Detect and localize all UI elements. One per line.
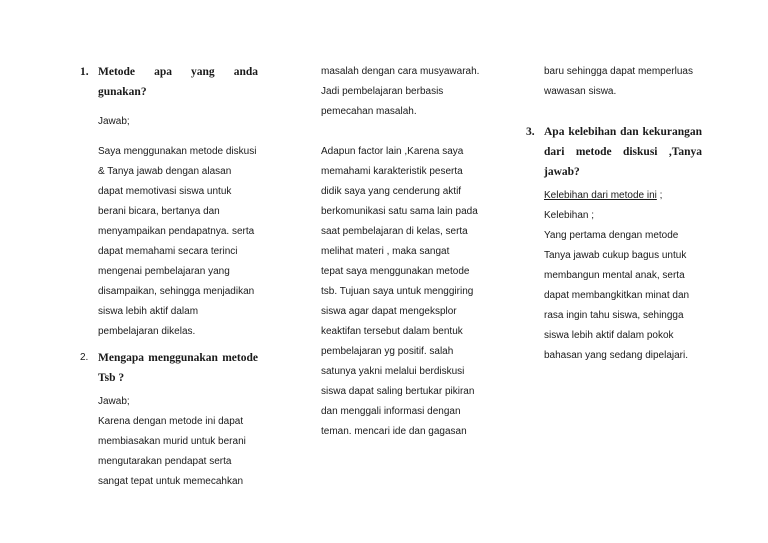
text-line: & Tanya jawab dengan alasan [98,166,232,177]
answer-2-paragraph [80,412,258,492]
text-line: Jadi pembelajaran berbasis [321,86,444,97]
text-line: berani bicara, bertanya dan [98,206,220,217]
text-line: siswa lebih aktif dalam [98,306,199,317]
paragraph-continued [321,62,481,122]
text-line: didik saya yang cenderung aktif [321,186,462,197]
column-1 [80,62,258,492]
text-line: satunya yakni melalui berdiskusi [321,366,465,377]
text-line: mengutarakan pendapat serta [98,456,232,467]
text-line: dapat memotivasi siswa untuk [98,186,232,197]
text-line: siswa lebih aktif dalam pokok [544,330,674,341]
question-3 [526,122,702,182]
question-3-title: Apa kelebihan dan kekurangan dari metode diskusi ,Tanya jawab? [544,126,702,178]
text-line: baru sehingga dapat memperluas [544,66,693,77]
text-line: Tanya jawab cukup bagus untuk [544,250,687,261]
text-line: Saya menggunakan metode diskusi [98,146,257,157]
question-1-title: Metode apa yang anda gunakan? [98,66,258,98]
question-2-number: 2. [80,352,89,363]
column-2 [321,62,481,442]
question-2 [80,348,258,388]
text-line: Adapun factor lain ,Karena saya [321,146,464,157]
text-line: membiasakan murid untuk berani [98,436,246,447]
paragraph-continued [526,62,702,102]
text-line: masalah dengan cara musyawarah. [321,66,480,77]
text-line: Yang pertama dengan metode [544,230,679,241]
text-line: sangat tepat untuk memecahkan [98,476,244,487]
question-1-number: 1. [80,66,89,78]
subheading [526,186,702,206]
text-line: siswa agar dapat mengeksplor [321,306,457,317]
answer-label: Jawab; [98,116,130,127]
text-line: tsb. Tujuan saya untuk menggiring [321,286,474,297]
column-3 [526,62,702,366]
text-line: siswa dapat saling bertukar pikiran [321,386,475,397]
text-line: keaktifan tersebut dalam bentuk [321,326,463,337]
question-3-number: 3. [526,126,535,138]
text-line: pembelajaran yg positif. salah [321,346,454,357]
text-line: pemecahan masalah. [321,106,417,117]
text-line: wawasan siswa. [544,86,617,97]
text-line: melihat materi , maka sangat [321,246,450,257]
text-line: dapat membangkitkan minat dan [544,290,690,301]
text-line: bahasan yang sedang dipelajari. [544,350,688,361]
text-line: mengenai pembelajaran yang [98,266,230,277]
question-2-title: Mengapa menggunakan metode Tsb ? [98,352,258,384]
text-line: saat pembelajaran di kelas, serta [321,226,468,237]
text-line: tepat saya menggunakan metode [321,266,470,277]
text-line: Karena dengan metode ini dapat [98,416,244,427]
kelebihan-label: Kelebihan ; [544,210,595,221]
text-line: dapat memahami secara terinci [98,246,238,257]
answer-1-paragraph [80,142,258,342]
kelebihan-paragraph [526,226,702,366]
text-line: dan menggali informasi dengan [321,406,461,417]
answer-label: Jawab; [98,396,130,407]
text-line: membangun mental anak, serta [544,270,685,281]
subheading-underlined: Kelebihan dari metode ini [544,190,657,201]
subheading-suffix: ; [656,190,663,201]
text-line: memahami karakteristik peserta [321,166,463,177]
text-line: disampaikan, sehingga menjadikan [98,286,255,297]
question-1 [80,62,258,102]
text-line: teman. mencari ide dan gagasan [321,426,467,437]
text-line: menyampaikan pendapatnya. serta [98,226,255,237]
text-line: berkomunikasi satu sama lain pada [321,206,478,217]
paragraph-factor [321,142,481,442]
text-line: rasa ingin tahu siswa, sehingga [544,310,684,321]
text-line: pembelajaran dikelas. [98,326,196,337]
